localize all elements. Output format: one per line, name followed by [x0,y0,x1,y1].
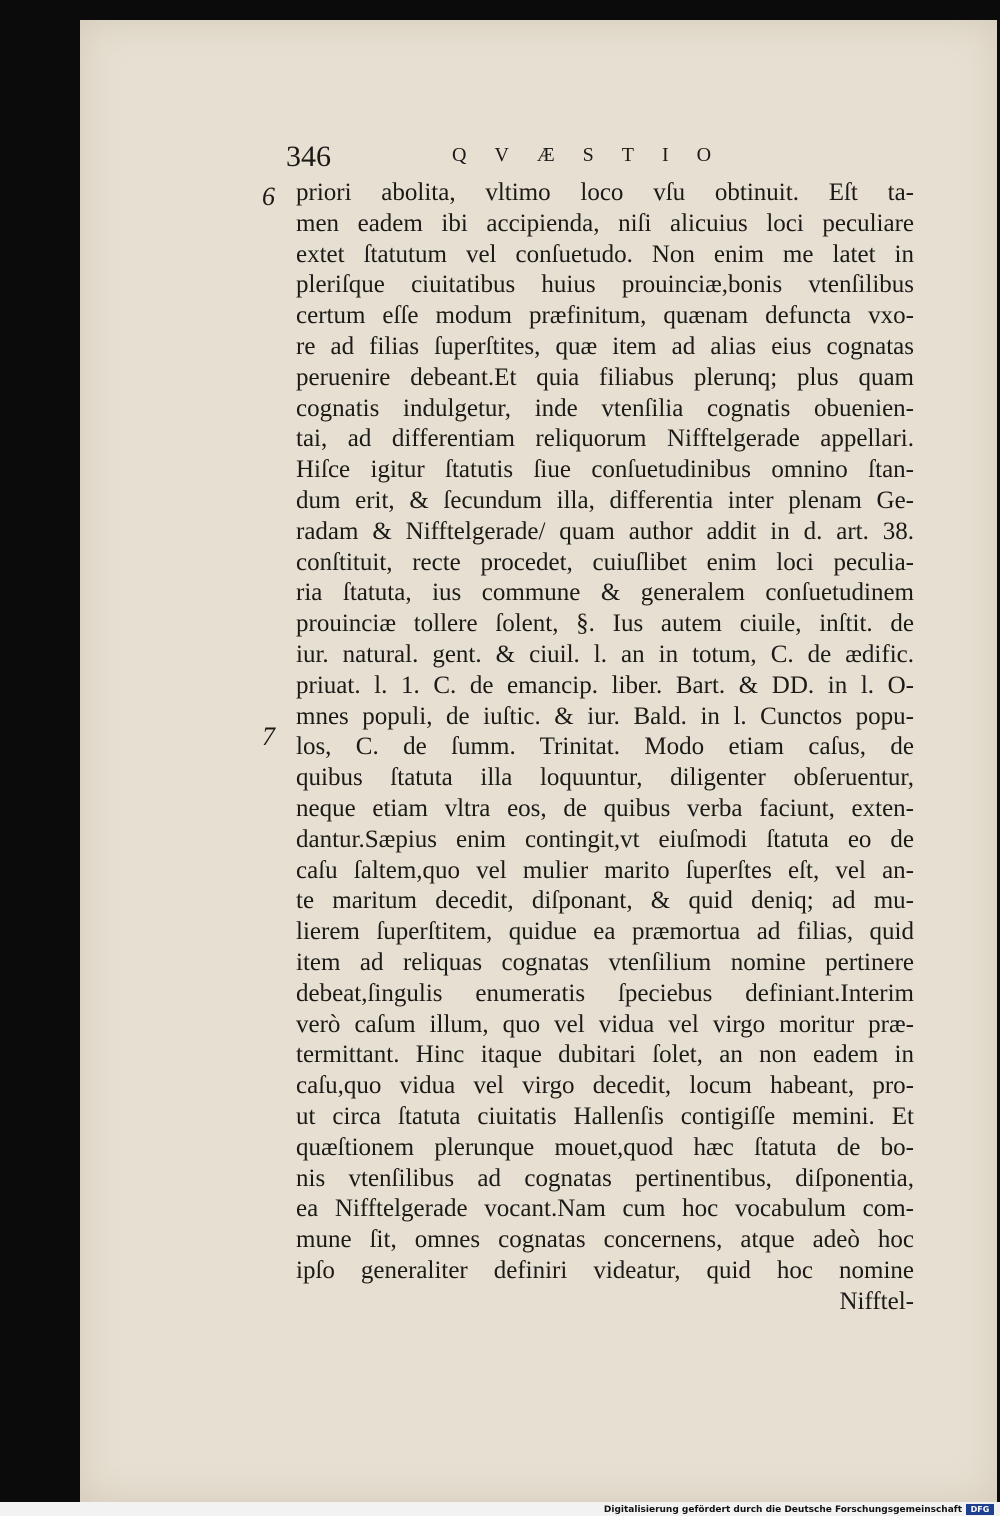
page-header [286,140,910,176]
footer-bar [0,1502,1000,1516]
text-line: te maritum decedit, diſponant, & quid deniq; ad mu- [296,887,914,915]
text-line: quibus ſtatuta illa loquuntur, diligenter obſeruentur, [296,764,914,792]
text-line: ria ſtatuta, ius commune & generalem conſuetudinem [296,579,914,607]
text-line: iur. natural. gent. & ciuil. l. an in totum, C. de ædific. [296,640,914,668]
text-line: ipſo generaliter definiri videatur, quid hoc nomine [296,1256,914,1284]
text-line: caſu ſaltem,quo vel mulier marito ſuperſtes eſt, vel an- [296,856,914,884]
text-line: cognatis indulgetur, inde vtenſilia cognatis obuenien- [296,394,914,422]
text-line: prouinciæ tollere ſolent, §. Ius autem ciuile, inſtit. de [296,610,914,638]
text-line: priuat. l. 1. C. de emancip. liber. Bart. & DD. in l. O- [296,671,914,699]
catchword: Nifftel- [839,1287,914,1315]
text-line: ea Nifftelgerade vocant.Nam cum hoc vocabulum com- [296,1195,914,1223]
text-line: priori abolita, vltimo loco vſu obtinuit. Eſt ta- [296,179,914,206]
text-line: verò caſum illum, quo vel vidua vel virgo moritur præ- [296,1010,914,1038]
text-line: mnes populi, de iuſtic. & iur. Bald. in l. Cunctos popu- [296,702,914,730]
text-line: quæſtionem plerunque mouet,quod hæc ſtatuta de bo- [296,1133,914,1161]
text-line: radam & Nifftelgerade/ quam author addit in d. art. 38. [296,517,914,545]
text-line: peruenire debeant.Et quia filiabus plerunq; plus quam [296,363,914,391]
page-number: 346 [286,140,331,173]
text-line: item ad reliquas cognatas vtenſilium nomine pertinere [296,948,914,976]
text-line: dum erit, & ſecundum illa, differentia inter plenam Ge- [296,486,914,514]
text-line: certum eſſe modum præfinitum, quænam defuncta vxo- [296,302,914,330]
text-line: extet ſtatutum vel conſuetudo. Non enim me latet in [296,240,914,268]
funding-credit: Digitalisierung gefördert durch die Deutsche Forschungsgemeinschaft [603,1505,962,1515]
text-line: nis vtenſilibus ad cognatas pertinentibus, diſponentia, [296,1164,914,1192]
text-line: Hiſce igitur ſtatutis ſiue conſuetudinibus omnino ſtan- [296,456,914,484]
text-line: pleriſque ciuitatibus huius prouinciæ,bonis vtenſilibus [296,271,914,299]
body-text [296,178,914,1317]
text-line: tai, ad differentiam reliquorum Nifftelgerade appellari. [296,425,914,453]
dfg-logo: DFG [966,1504,994,1515]
text-line: neque etiam vltra eos, de quibus verba faciunt, exten- [296,794,914,822]
text-line: dantur.Sæpius enim contingit,vt eiuſmodi ſtatuta eo de [296,825,914,853]
text-line: men eadem ibi accipienda, niſi alicuius loci peculiare [296,209,914,237]
text-line: caſu,quo vidua vel virgo decedit, locum habeant, pro- [296,1072,914,1100]
text-line: los, C. de ſumm. Trinitat. Modo etiam caſus, de [296,733,914,761]
text-line: mune ſit, omnes cognatas concernens, atque adeò hoc [296,1226,914,1254]
running-title: QVÆSTIO [452,144,740,166]
text-line: re ad filias ſuperſtites, quæ item ad alias eius cognatas [296,332,914,360]
margin-number-7: 7 [262,722,275,751]
margin-number-6: 6 [262,182,275,211]
text-line: conſtituit, recte procedet, cuiuſlibet enim loci peculia- [296,548,914,576]
text-line: lierem ſuperſtitem, quidue ea præmortua ad filias, quid [296,918,914,946]
text-line: ut circa ſtatuta ciuitatis Hallenſis contigiſſe memini. Et [296,1102,914,1130]
text-line: termittant. Hinc itaque dubitari ſolet, an non eadem in [296,1041,914,1069]
text-line: debeat,ſingulis enumeratis ſpeciebus definiant.Interim [296,979,914,1007]
